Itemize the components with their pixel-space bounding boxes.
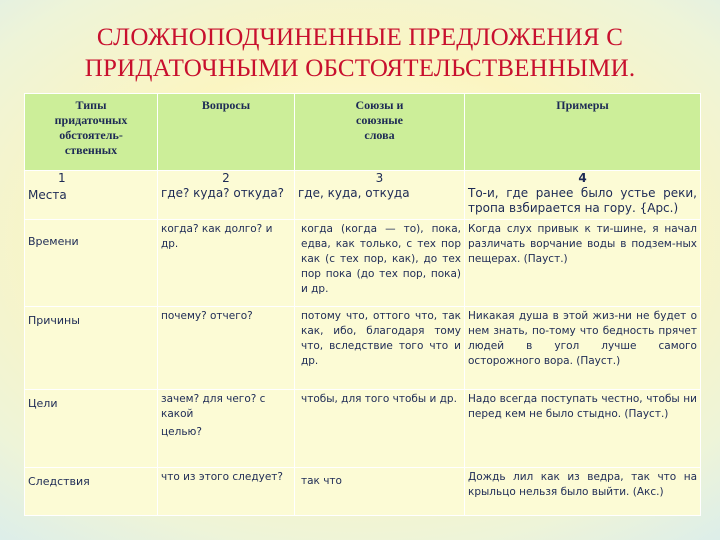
row-conjunctions: так что [295,467,465,515]
header-examples: Примеры [465,94,701,171]
title-line-2: ПРИДАТОЧНЫМИ ОБСТОЯТЕЛЬСТВЕННЫМИ. [84,55,636,82]
row-questions: когда? как долго? и др. [158,220,295,307]
row-conjunctions: 3 где, куда, откуда [295,171,465,220]
row-type-consequence: Следствия [25,467,158,515]
row-type-place: 1 Места [25,171,158,220]
row-example: Когда слух привык к ти-шине, я начал различать ворчание воды в подзем-ных пещерах. (Пауст.) [465,220,701,307]
column-number: 2 [222,171,230,185]
row-conjunctions: потому что, оттого что, так как, ибо, благодаря тому что, вследствие того что и др. [295,307,465,390]
row-questions: зачем? для чего? с какой целью? [158,389,295,467]
table-row [25,307,701,390]
slide-title [0,22,720,84]
row-type-reason: Причины [25,307,158,390]
header-types: Типы придаточных обстоятель- ственных [25,94,158,171]
row-questions: что из этого следует? [158,467,295,515]
header-conjunctions: Союзы и союзные слова [295,94,465,171]
row-type-purpose: Цели [25,389,158,467]
row-example: Никакая душа в этой жиз-ни не будет о нем знать, по-тому что бедность прячет людей в угол лучше самого осторожного вора. (Пауст.) [465,307,701,390]
table-row [25,171,701,220]
table-row [25,467,701,515]
table-row [25,220,701,307]
column-number: 1 [58,171,66,185]
row-conjunctions: когда (когда — то), пока, едва, как только, с тех пор как (с тех пор, как), до тех пор пока (до тех пор, пока) и др. [295,220,465,307]
header-row [25,94,701,171]
row-type-time: Времени [25,220,158,307]
row-conjunctions: чтобы, для того чтобы и др. [295,389,465,467]
header-questions: Вопросы [158,94,295,171]
row-questions: почему? отчего? [158,307,295,390]
row-example: 4 То-и, где ранее было устье реки, тропа взбирается на гору. {Арс.) [465,171,701,220]
row-example: Дождь лил как из ведра, так что на крыльцо нельзя было выйти. (Акс.) [465,467,701,515]
row-example: Надо всегда поступать честно, чтобы ни перед кем не было стыдно. (Пауст.) [465,389,701,467]
column-number: 4 [578,171,587,185]
row-questions: 2 где? куда? откуда? [158,171,295,220]
title-line-1: СЛОЖНОПОДЧИНЕННЫЕ ПРЕДЛОЖЕНИЯ С [96,24,624,51]
clauses-table [24,93,701,516]
table-row [25,389,701,467]
column-number: 3 [375,171,384,185]
